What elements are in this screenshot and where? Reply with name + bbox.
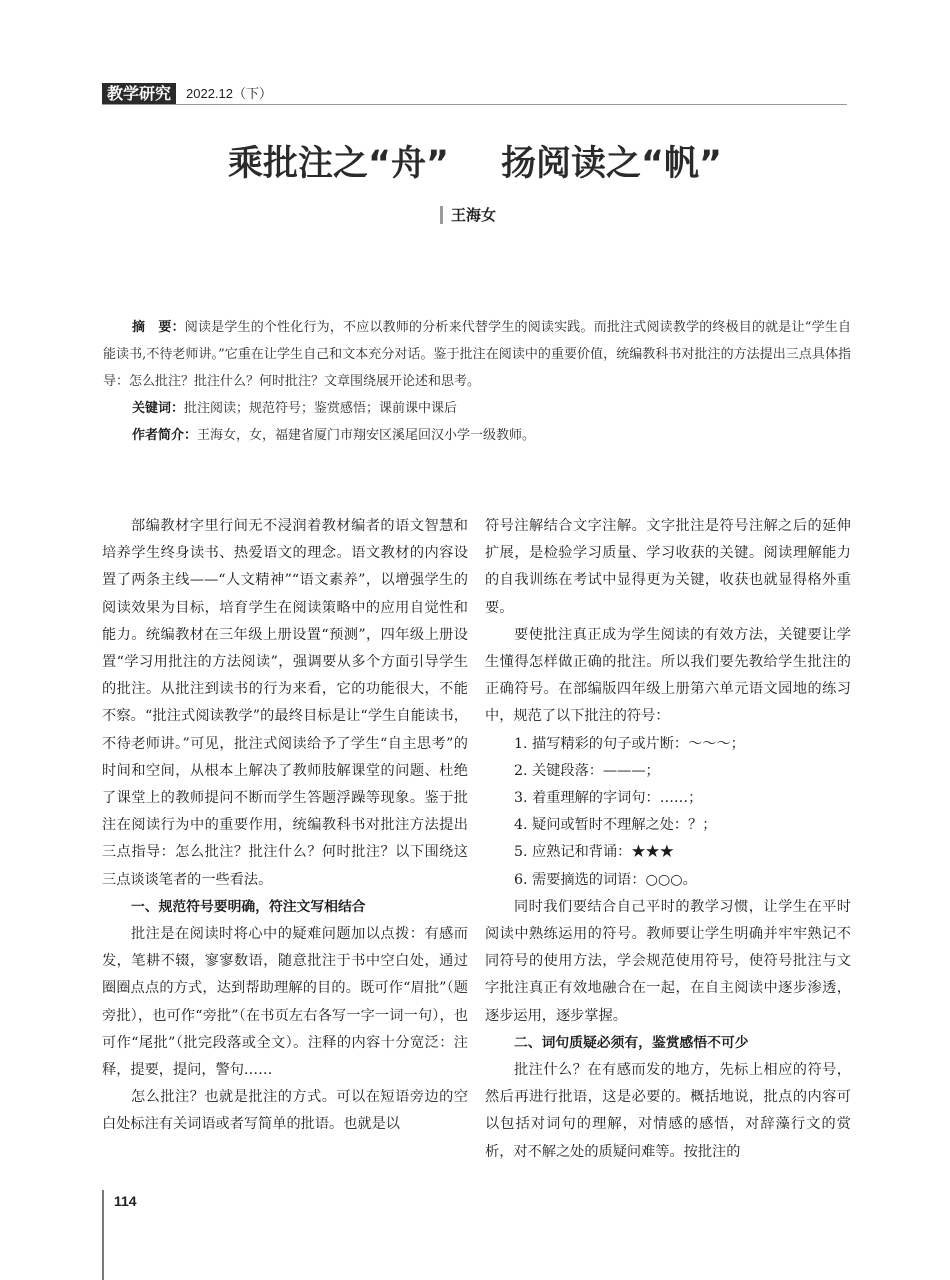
body-paragraph: 同时我们要结合自己平时的教学习惯，让学生在平时阅读中熟练运用的符号。教师要让学生明确并牢牢熟记不同符号的使用方法，学会规范使用符号，使符号批注与文字批注真正有效地融合在一起，在自主阅读中逐步渗透，逐步运用，逐步掌握。 [485, 898, 851, 1024]
body-column-right [485, 513, 851, 1166]
symbol-list-item: 2. 关键段落：———； [514, 762, 660, 779]
author-bio-label: 作者简介： [132, 428, 198, 443]
title-part-1: 乘批注之“舟” [227, 144, 449, 184]
body-paragraph: 怎么批注？也就是批注的方式。可以在短语旁边的空白处标注有关词语或者写简单的批语。也就是以 [102, 1089, 468, 1133]
abstract-text: 阅读是学生的个性化行为，不应以教师的分析来代替学生的阅读实践。而批注式阅读教学的终极目的就是让“学生自能读书,不待老师讲。”它重在让学生自己和文本充分对话。鉴于批注在阅读中的重要价值，统编教科书对批注的方法提出三点具体指导：怎么批注？批注什么？何时批注？文章围绕展开论述和思考。 [103, 320, 851, 389]
symbol-list-item: 4. 疑问或暂时不理解之处：？； [514, 817, 717, 834]
symbol-list-item: 5. 应熟记和背诵：★★★ [514, 844, 674, 861]
author-name: 王海女 [440, 206, 496, 224]
author-bio-text: 王海女，女，福建省厦门市翔安区溪尾回汉小学一级教师。 [197, 428, 536, 443]
title-part-2: 扬阅读之“帆” [501, 144, 723, 184]
keywords-line [103, 395, 851, 422]
symbol-list-item: 3. 着重理解的字词句：……； [514, 790, 703, 807]
body-paragraph: 批注什么？在有感而发的地方，先标上相应的符号，然后再进行批语，这是必要的。概括地说，批点的内容可以包括对词句的理解，对情感的感悟，对辞藻行文的赏析，对不解之处的质疑问难等。按批注的 [485, 1062, 851, 1160]
header-rule [102, 104, 847, 105]
body-paragraph: 要使批注真正成为学生阅读的有效方法，关键要让学生懂得怎样做正确的批注。所以我们要先教给学生批注的正确符号。在部编版四年级上册第六单元语文园地的练习中，规范了以下批注的符号： [485, 626, 851, 725]
author-bio-line [103, 422, 851, 449]
body-paragraph: 符号注解结合文字注解。文字批注是符号注解之后的延伸扩展，是检验学习质量、学习收获的关键。阅读理解能力的自我训练在考试中显得更为关键，收获也就显得格外重要。 [485, 518, 851, 616]
section-badge: 教学研究 [102, 83, 176, 105]
symbol-list-item: 1. 描写精彩的句子或片断：～～～； [514, 735, 745, 752]
body-paragraph: 批注是在阅读时将心中的疑难问题加以点拨：有感而发，笔耕不辍，寥寥数语，随意批注于书中空白处，通过圈圈点点的方式，达到帮助理解的目的。既可作“眉批”（题旁批），也可作“旁批”（在书页左右各写一字一词一句），也可作“尾批”（批完段落或全文）。注释的内容十分宽泛：注释，提要，提问，警句…… [102, 926, 468, 1079]
footer-bar [102, 1190, 104, 1280]
page-number: 114 [114, 1193, 137, 1209]
section-heading-2: 二、词句质疑必须有，鉴赏感悟不可少 [514, 1034, 749, 1051]
abstract-paragraph [103, 314, 851, 395]
abstract-block [103, 314, 851, 449]
symbol-list-item: 6. 需要摘选的词语：○○○。 [514, 871, 697, 888]
section-heading-1: 一、规范符号要明确，符注文写相结合 [131, 898, 366, 915]
body-column-left [102, 513, 468, 1139]
abstract-label: 摘 要： [132, 320, 185, 335]
body-paragraph: 部编教材字里行间无不浸润着教材编者的语文智慧和培养学生终身读书、热爱语文的理念。语文教材的内容设置了两条主线——“人文精神”“语文素养”，以增强学生的阅读效果为目标，培育学生在阅读策略中的应用自觉性和能力。统编教材在三年级上册设置“预测”，四年级上册设置“学习用批注的方法阅读”，强调要从多个方面引导学生的批注。从批注到读书的行为来看，它的功能很大，不能不察。“批注式阅读教学”的最终目标是让“学生自能读书，不待老师讲。”可见，批注式阅读给予了学生“自主思考”的时间和空间，从根本上解决了教师肢解课堂的问题、杜绝了课堂上的教师提问不断而学生答题浮躁等现象。鉴于批注在阅读行为中的重要作用，统编教科书对批注方法提出三点指导：怎么批注？批注什么？何时批注？以下围绕这三点谈谈笔者的一些看法。 [102, 518, 468, 888]
article-title [0, 142, 950, 186]
issue-date: 2022.12（下） [186, 86, 272, 101]
keywords-text: 批注阅读；规范符号；鉴赏感悟；课前课中课后 [184, 401, 458, 416]
keywords-label: 关键词： [132, 401, 185, 416]
